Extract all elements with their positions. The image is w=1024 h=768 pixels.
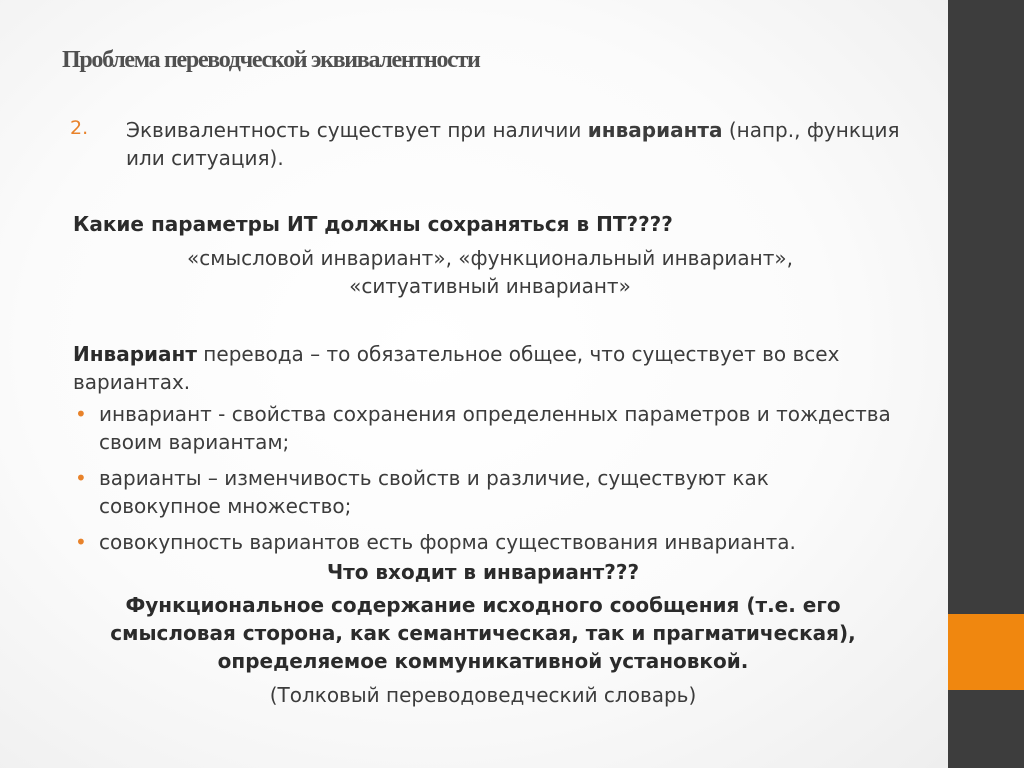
question-parameters: Какие параметры ИТ должны сохраняться в ПТ????: [73, 212, 673, 236]
bullet-item: [73, 400, 893, 456]
bullet-text: инвариант - свойства сохранения определенных параметров и тождества своим вариантам;: [99, 402, 891, 454]
bullet-text: совокупность вариантов есть форма существования инварианта.: [99, 530, 796, 554]
invariant-examples: [80, 244, 900, 300]
bullet-dot-icon: •: [75, 402, 87, 426]
bullet-dot-icon: •: [75, 530, 87, 554]
equivalence-text-after: (напр., функция или ситуация).: [126, 118, 900, 170]
definition-term: Инвариант: [73, 342, 197, 366]
item-number: 2.: [70, 117, 89, 139]
invariant-definition: [73, 340, 893, 396]
examples-line-2: «ситуативный инвариант»: [349, 274, 631, 298]
bullet-dot-icon: •: [75, 466, 87, 490]
bullet-list: [73, 400, 893, 564]
invariant-bold-term: инварианта: [587, 118, 723, 142]
definition-text: перевода – то обязательное общее, что существует во всех вариантах.: [73, 342, 840, 394]
examples-line-1: «смысловой инвариант», «функциональный инвариант»,: [187, 246, 793, 270]
source-citation: (Толковый переводоведческий словарь): [269, 683, 697, 707]
answer-functional-content: Функциональное содержание исходного сообщения (т.е. его смысловая сторона, как семантическая, так и прагматическая), определяемое коммуникативной установкой.: [110, 593, 856, 673]
bullet-text: варианты – изменчивость свойств и различие, существуют как совокупное множество;: [99, 466, 769, 518]
slide-title: Проблема переводческой эквивалентности: [62, 47, 480, 73]
bullet-item: [73, 464, 893, 520]
equivalence-paragraph: [126, 116, 906, 172]
question-invariant-content: Что входит в инвариант???: [326, 560, 640, 584]
sidebar-orange-block: [948, 614, 1024, 690]
equivalence-text-before: Эквивалентность существует при наличии: [126, 118, 588, 142]
bullet-item: [73, 528, 893, 556]
